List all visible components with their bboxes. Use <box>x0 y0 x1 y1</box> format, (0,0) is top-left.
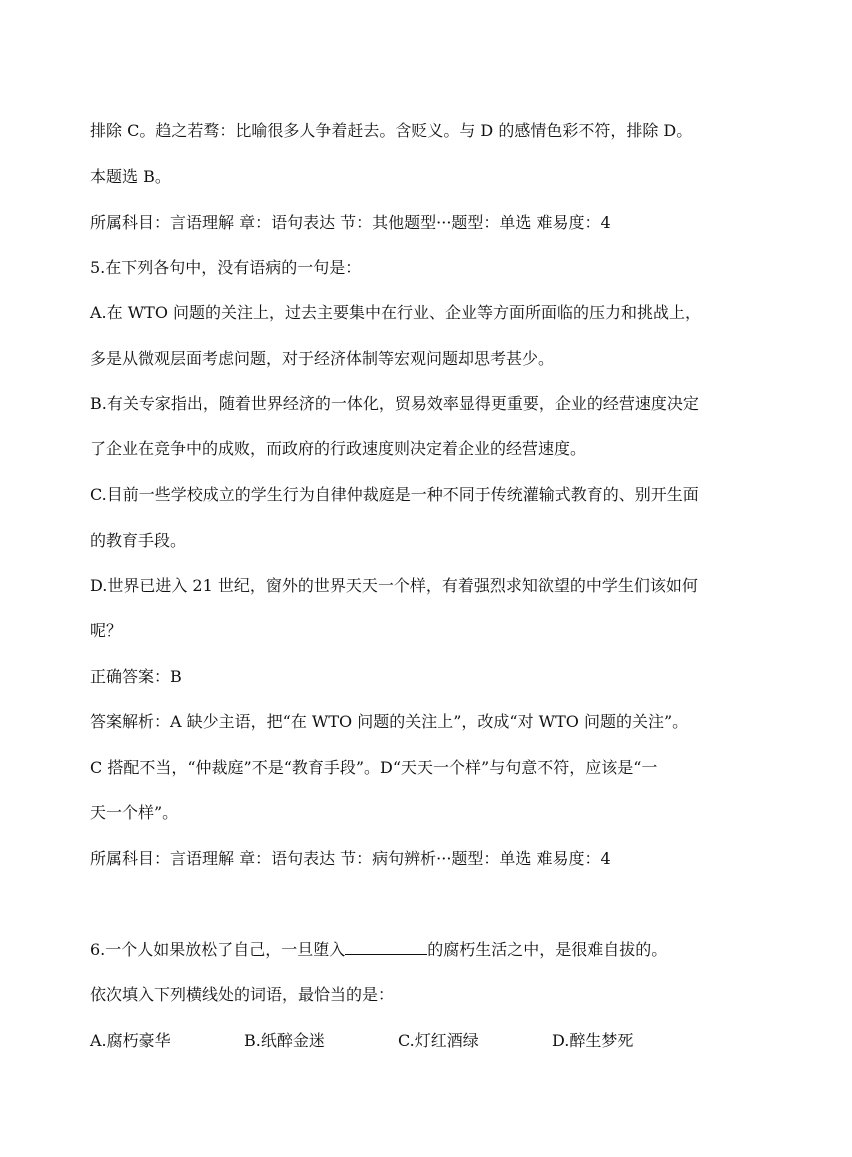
q6-option-a: A.腐朽豪华 <box>90 1031 171 1050</box>
q4-answer-summary: 本题选 B。 <box>90 167 171 186</box>
q5-option-d-line1: D.世界已进入 21 世纪，窗外的世界天天一个样，有着强烈求知欲望的中学生们该如何 <box>90 576 698 595</box>
q5-meta: 所属科目：言语理解 章：语句表达 节：病句辨析···题型：单选 难易度：4 <box>90 849 611 868</box>
q5-option-d-line2: 呢？ <box>90 621 123 640</box>
q5-option-a-line1: A.在 WTO 问题的关注上，过去主要集中在行业、企业等方面所面临的压力和挑战上， <box>90 303 702 322</box>
q4-analysis-line: 排除 C。趋之若骛：比喻很多人争着赶去。含贬义。与 D 的感情色彩不符，排除 D。 <box>90 121 693 140</box>
q5-option-c-line2: 的教育手段。 <box>90 531 187 550</box>
q6-option-d: D.醉生梦死 <box>552 1031 634 1050</box>
q5-analysis-line3: 天一个样”。 <box>90 803 179 822</box>
q5-option-b-line1: B.有关专家指出，随着世界经济的一体化，贸易效率显得更重要，企业的经营速度决定 <box>90 394 699 413</box>
q6-options <box>90 1030 790 1052</box>
q6-instruction: 依次填入下列横线处的词语，最恰当的是： <box>90 985 395 1004</box>
q5-option-b-line2: 了企业在竞争中的成败，而政府的行政速度则决定着企业的经营速度。 <box>90 439 587 458</box>
q5-analysis-line1: 答案解析：A 缺少主语，把“在 WTO 问题的关注上”，改成“对 WTO 问题的关注”。 <box>90 712 689 731</box>
q6-stem-after: 的腐朽生活之中，是很难自拔的。 <box>427 940 668 959</box>
q6-option-c: C.灯红酒绿 <box>398 1031 479 1050</box>
q5-option-c-line1: C.目前一些学校成立的学生行为自律仲裁庭是一种不同于传统灌输式教育的、别开生面 <box>90 485 699 504</box>
q5-option-a-line2: 多是从微观层面考虑问题，对于经济体制等宏观问题却思考甚少。 <box>90 349 555 368</box>
fill-in-blank <box>345 940 427 955</box>
q6-stem-before: 6.一个人如果放松了自己，一旦堕入 <box>90 940 346 959</box>
q5-stem: 5.在下列各句中，没有语病的一句是： <box>90 258 362 277</box>
q5-analysis-line2: C 搭配不当，“仲裁庭”不是“教育手段”。D“天天一个样”与句意不符，应该是“一 <box>90 758 658 777</box>
q6-stem <box>90 939 812 961</box>
q5-correct-answer: 正确答案：B <box>90 667 182 686</box>
q6-option-b: B.纸醉金迷 <box>244 1031 325 1050</box>
q4-meta: 所属科目：言语理解 章：语句表达 节：其他题型···题型：单选 难易度：4 <box>90 213 611 232</box>
